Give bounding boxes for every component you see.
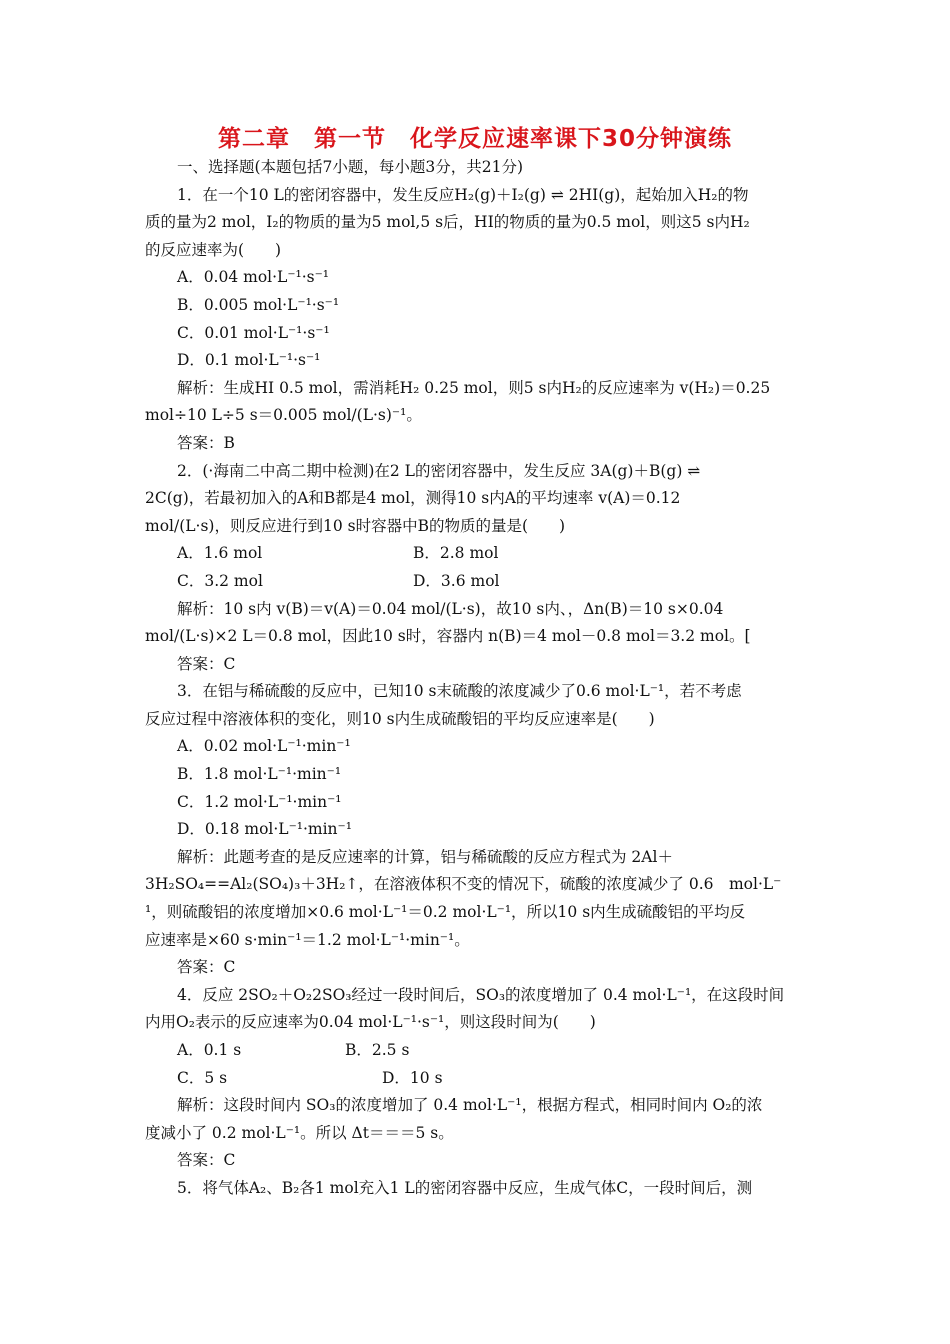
q2-explanation-line-2: mol/(L·s)×2 L＝0.8 mol，因此10 s时，容器内 n(B)＝4 mol－0.8 mol＝3.2 mol。[ [145, 627, 751, 646]
q4-stem-line-2: 内用O₂表示的反应速率为0.04 mol·L⁻¹·s⁻¹，则这段时间为( ) [145, 1013, 596, 1032]
q2-option-d: D．3.6 mol [413, 571, 500, 590]
document-title: 第二章 第一节 化学反应速率课下30分钟演练 [217, 126, 732, 152]
q2-option-c: C．3.2 mol [177, 571, 263, 590]
q3-option-c: C．1.2 mol·L⁻¹·min⁻¹ [177, 792, 342, 811]
q1-answer: 答案：B [177, 433, 235, 452]
q3-answer: 答案：C [177, 958, 236, 977]
q1-stem-line-2: 质的量为2 mol，I₂的物质的量为5 mol,5 s后，HI的物质的量为0.5 mol，则这5 s内H₂ [145, 213, 750, 232]
q2-explanation-line-1: 解析：10 s内 v(B)＝v(A)＝0.04 mol/(L·s)，故10 s内、，Δn(B)＝10 s×0.04 [177, 599, 724, 618]
q4-option-d: D．10 s [382, 1068, 443, 1087]
q1-explanation-line-2: mol÷10 L÷5 s＝0.005 mol/(L·s)⁻¹。 [145, 406, 422, 425]
q2-stem-line-3: mol/(L·s)，则反应进行到10 s时容器中B的物质的量是( ) [145, 516, 566, 535]
q1-stem-line-1: 1．在一个10 L的密闭容器中，发生反应H₂(g)＋I₂(g) ⇌ 2HI(g)，起始加入H₂的物 [177, 185, 749, 204]
q2-option-a: A．1.6 mol [177, 544, 263, 563]
q3-explanation-line-3: ¹，则硫酸铝的浓度增加×0.6 mol·L⁻¹＝0.2 mol·L⁻¹，所以10 s内生成硫酸铝的平均反 [145, 903, 746, 922]
q3-explanation-line-4: 应速率是×60 s·min⁻¹＝1.2 mol·L⁻¹·min⁻¹。 [145, 930, 470, 949]
q2-options-row-2 [145, 568, 810, 596]
document-body [145, 154, 810, 1203]
q3-explanation-line-2: 3H₂SO₄==Al₂(SO₄)₃＋3H₂↑，在溶液体积不变的情况下，硫酸的浓度减少了 0.6 mol·L⁻ [145, 875, 782, 894]
q2-stem-line-2: 2C(g)，若最初加入的A和B都是4 mol，测得10 s内A的平均速率 v(A)＝0.12 [145, 489, 681, 508]
q1-explanation-line-1: 解析：生成HI 0.5 mol，需消耗H₂ 0.25 mol，则5 s内H₂的反应速率为 v(H₂)＝0.25 [177, 378, 771, 397]
q4-explanation-line-2: 度减小了 0.2 mol·L⁻¹。所以 Δt＝＝＝5 s。 [145, 1123, 454, 1142]
q1-option-b: B．0.005 mol·L⁻¹·s⁻¹ [177, 295, 340, 314]
q1-stem-line-3: 的反应速率为( ) [145, 240, 282, 259]
section-heading: 一、选择题(本题包括7小题，每小题3分，共21分) [177, 158, 524, 176]
q2-stem-line-1: 2．(·海南二中高二期中检测)在2 L的密闭容器中，发生反应 3A(g)＋B(g) ⇌ [177, 461, 701, 480]
q4-stem-line-1: 4．反应 2SO₂＋O₂2SO₃经过一段时间后，SO₃的浓度增加了 0.4 mol·L⁻¹，在这段时间 [177, 985, 785, 1004]
q3-stem-line-2: 反应过程中溶液体积的变化，则10 s内生成硫酸铝的平均反应速率是( ) [145, 709, 655, 728]
q4-options-row-2 [145, 1065, 810, 1093]
q3-option-d: D．0.18 mol·L⁻¹·min⁻¹ [177, 820, 352, 839]
q2-answer: 答案：C [177, 654, 236, 673]
q4-option-b: B．2.5 s [345, 1041, 410, 1059]
q4-option-c: C．5 s [177, 1068, 228, 1087]
q2-options-row-1 [145, 540, 810, 568]
q1-option-c: C．0.01 mol·L⁻¹·s⁻¹ [177, 323, 330, 342]
q3-option-a: A．0.02 mol·L⁻¹·min⁻¹ [177, 737, 351, 756]
q4-option-a: A．0.1 s [177, 1041, 242, 1059]
q4-explanation-line-1: 解析：这段时间内 SO₃的浓度增加了 0.4 mol·L⁻¹，根据方程式，相同时间内 O₂的浓 [177, 1096, 763, 1115]
q3-option-b: B．1.8 mol·L⁻¹·min⁻¹ [177, 765, 342, 784]
q5-stem-line-1: 5．将气体A₂、B₂各1 mol充入1 L的密闭容器中反应，生成气体C，一段时间后，测 [177, 1178, 753, 1197]
q3-explanation-line-1: 解析：此题考查的是反应速率的计算，铝与稀硫酸的反应方程式为 2Al＋ [177, 847, 673, 866]
q3-stem-line-1: 3．在铝与稀硫酸的反应中，已知10 s末硫酸的浓度减少了0.6 mol·L⁻¹，若不考虑 [177, 682, 742, 701]
q1-option-d: D．0.1 mol·L⁻¹·s⁻¹ [177, 351, 321, 370]
q2-option-b: B．2.8 mol [413, 544, 499, 563]
q4-answer: 答案：C [177, 1151, 236, 1170]
q1-option-a: A．0.04 mol·L⁻¹·s⁻¹ [177, 268, 330, 287]
q4-options-row-1 [145, 1037, 810, 1065]
